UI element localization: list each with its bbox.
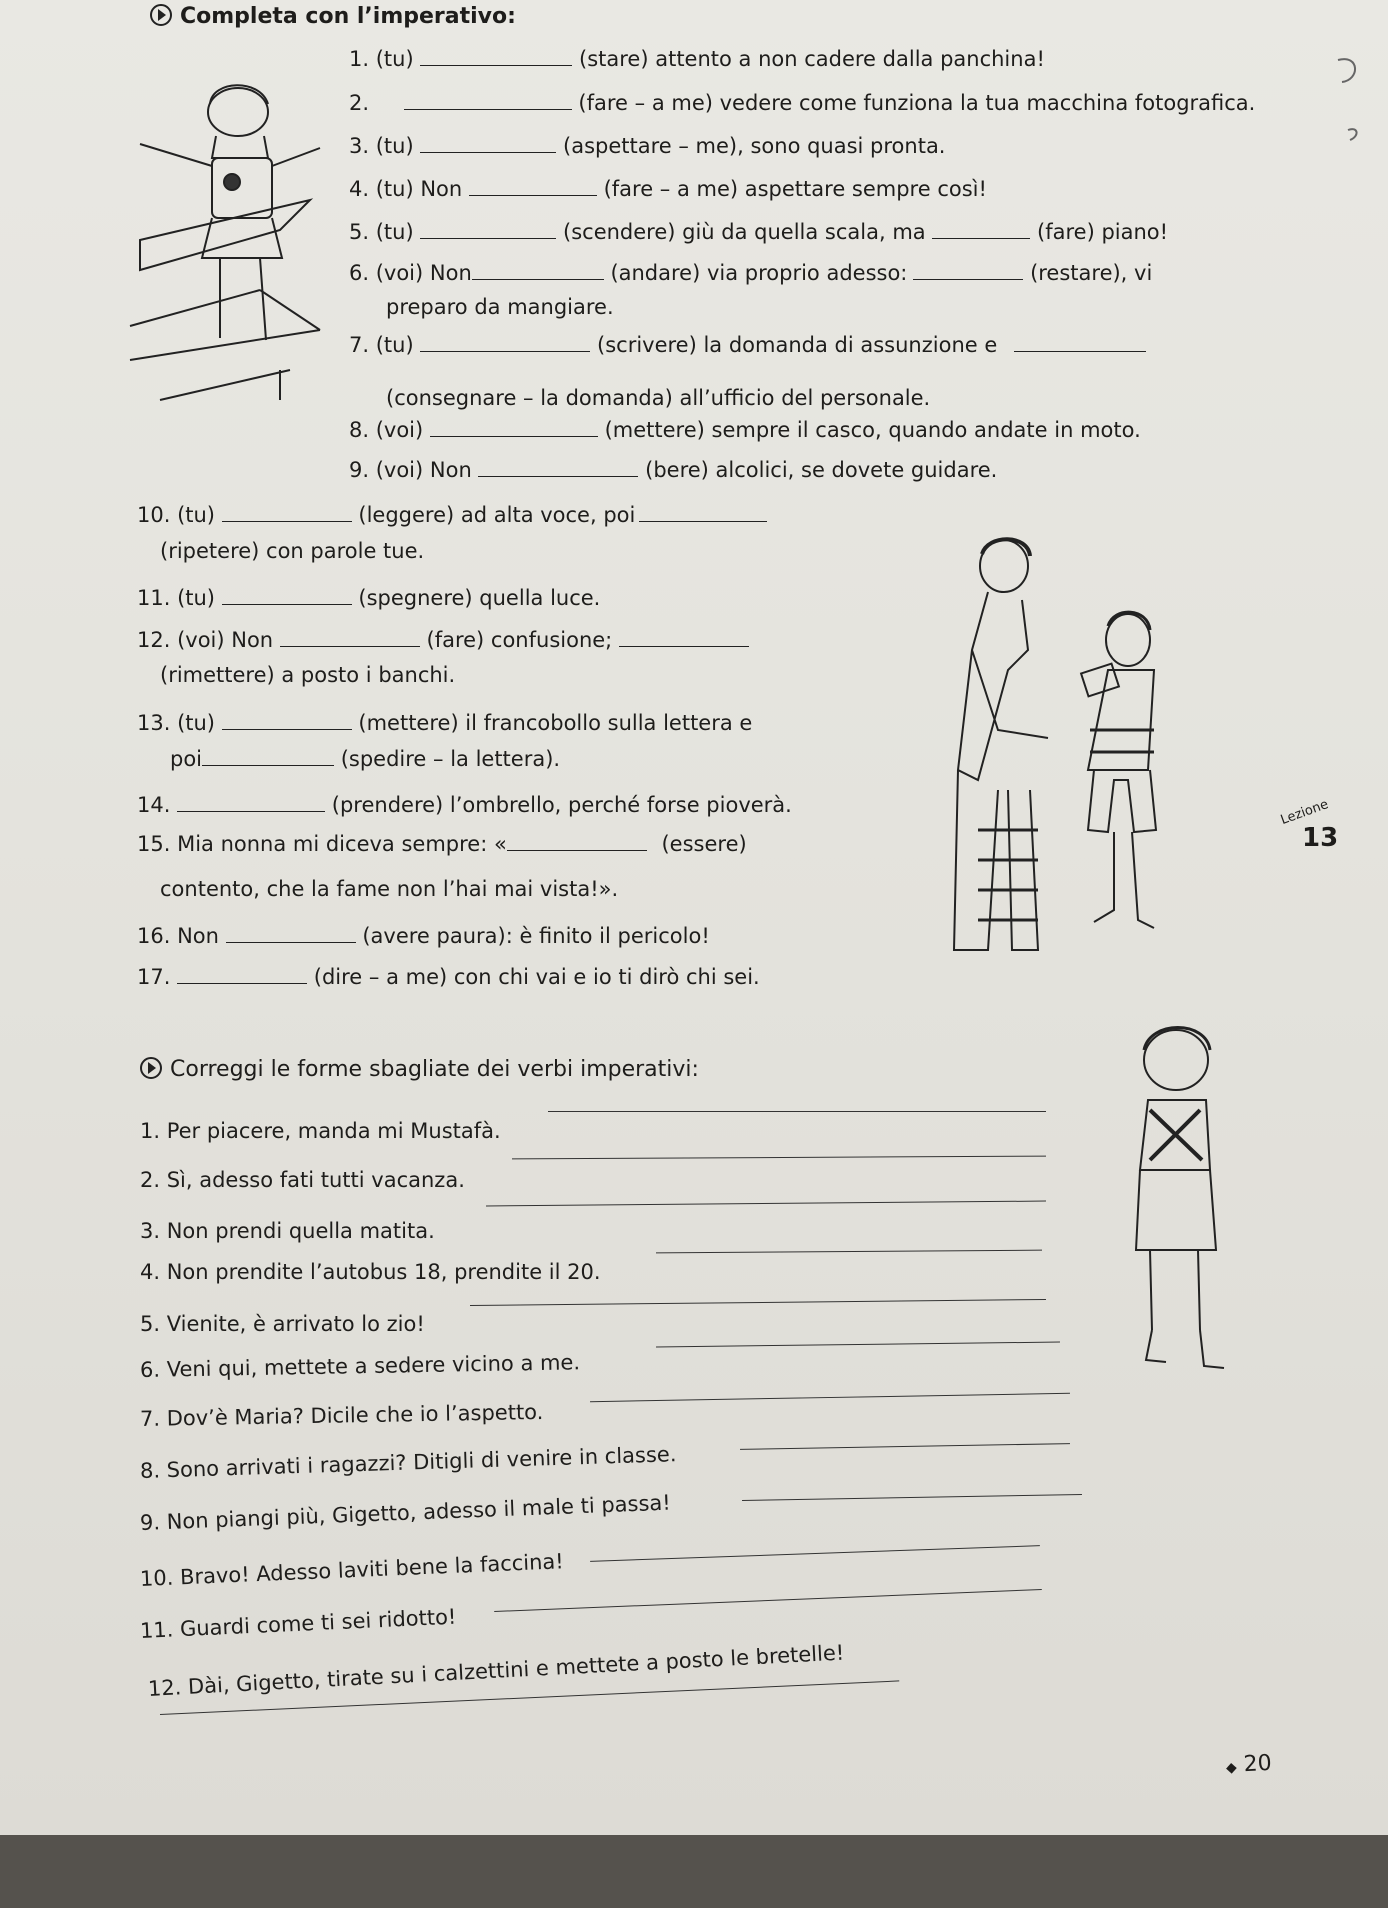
page-number: ◆ 20 [1225,1750,1273,1778]
answer-blank[interactable] [932,220,1030,239]
answer-blank[interactable] [222,503,352,522]
exercise-heading-correct: Correggi le forme sbagliate dei verbi imperativi: [140,1057,699,1083]
answer-line[interactable] [486,1201,1046,1207]
ex1-item-17: 17. (dire – a me) con chi vai e io ti dirò chi sei. [137,965,760,989]
answer-blank[interactable] [177,793,325,812]
lesson-tab-label: Lezione [1278,796,1331,829]
answer-blank[interactable] [420,333,590,352]
answer-blank[interactable] [619,628,749,647]
ex2-item-6: 6. Veni qui, mettete a sedere vicino a me. [139,1350,581,1382]
ex2-item-5: 5. Vienite, è arrivato lo zio! [140,1312,425,1336]
ex2-item-2: 2. Sì, adesso fati tutti vacanza. [140,1168,465,1192]
ex2-item-7: 7. Dov’è Maria? Dicile che io l’aspetto. [139,1399,544,1431]
girl-on-bench-illustration [120,70,350,410]
background-surface [0,1835,1388,1908]
ex2-item-1: 1. Per piacere, manda mi Mustafà. [140,1119,501,1143]
boy-with-suspenders-illustration [1110,1010,1240,1390]
ex1-item-4: 4. (tu) Non (fare – a me) aspettare sempre così! [349,177,987,201]
play-arrow-icon [140,1057,162,1079]
ex1-item-7: 7. (tu) (scrivere) la domanda di assunzione e [349,332,1146,358]
answer-blank[interactable] [469,177,597,196]
answer-blank[interactable] [202,747,334,766]
ex1-item-14: 14. (prendere) l’ombrello, perché forse pioverà. [137,793,792,817]
lesson-tab-number: 13 [1302,823,1339,853]
answer-blank[interactable] [639,503,767,522]
ex1-item-13-cont: poi (spedire – la lettera). [170,747,561,771]
ex1-item-10: 10. (tu) (leggere) ad alta voce, poi [137,502,767,528]
answer-line[interactable] [590,1545,1040,1562]
ex1-item-6-cont: preparo da mangiare. [386,295,614,319]
ex1-item-15: 15. Mia nonna mi diceva sempre: « (essere) [137,832,747,856]
ex1-item-2: 2. (fare – a me) vedere come funziona la tua macchina fotografica. [349,91,1256,115]
answer-blank[interactable] [177,965,307,984]
answer-line[interactable] [740,1443,1070,1450]
ex1-item-1: 1. (tu) (stare) attento a non cadere dalla panchina! [349,47,1045,71]
ex1-item-7-cont: (consegnare – la domanda) all’ufficio del personale. [386,386,931,410]
answer-line[interactable] [548,1111,1046,1112]
answer-blank[interactable] [478,458,638,477]
ex2-item-8: 8. Sono arrivati i ragazzi? Ditigli di venire in classe. [139,1442,677,1483]
answer-blank[interactable] [507,832,647,851]
ex1-item-16: 16. Non (avere paura): è finito il pericolo! [137,924,710,948]
answer-blank[interactable] [430,418,598,437]
answer-blank[interactable] [222,586,352,605]
answer-line[interactable] [742,1494,1082,1501]
margin-scribble-icon [1330,50,1370,150]
answer-line[interactable] [656,1342,1060,1348]
ex2-item-9: 9. Non piangi più, Gigetto, adesso il male ti passa! [139,1490,672,1535]
ex1-item-15-cont: contento, che la fame non l’hai mai vista!». [160,877,619,901]
answer-blank[interactable] [222,711,352,730]
ex1-item-9: 9. (voi) Non (bere) alcolici, se dovete guidare. [349,458,998,482]
ex1-item-12-cont: (rimettere) a posto i banchi. [160,663,456,687]
answer-blank[interactable] [1014,333,1146,352]
exercise-heading-imperative: Completa con l’imperativo: [150,4,516,30]
answer-blank[interactable] [226,924,356,943]
ex1-item-10-cont: (ripetere) con parole tue. [160,539,425,563]
ex1-item-13: 13. (tu) (mettere) il francobollo sulla lettera e [137,711,753,735]
play-arrow-icon [150,4,172,26]
answer-line[interactable] [590,1393,1070,1402]
ex1-item-11: 11. (tu) (spegnere) quella luce. [137,586,601,610]
answer-blank[interactable] [472,261,604,280]
ex1-item-5: 5. (tu) (scendere) giù da quella scala, ma (fare) piano! [349,220,1169,244]
answer-blank[interactable] [420,220,556,239]
ex2-item-11: 11. Guardi come ti sei ridotto! [139,1604,457,1643]
ex1-item-3: 3. (tu) (aspettare – me), sono quasi pronta. [349,134,946,158]
ex2-item-12: 12. Dài, Gigetto, tirate su i calzettini e mettete a posto le bretelle! [147,1640,845,1701]
answer-blank[interactable] [280,628,420,647]
answer-line[interactable] [494,1589,1042,1612]
man-and-boy-illustration [918,530,1188,960]
answer-line[interactable] [656,1250,1042,1254]
ex1-item-12: 12. (voi) Non (fare) confusione; [137,627,749,653]
ex2-item-4: 4. Non prendite l’autobus 18, prendite il 20. [140,1260,601,1284]
answer-blank[interactable] [420,47,572,66]
ex1-item-6: 6. (voi) Non (andare) via proprio adesso: (restare), vi [349,261,1153,285]
ex2-item-3: 3. Non prendi quella matita. [140,1219,435,1243]
answer-line[interactable] [470,1299,1046,1306]
ex1-item-8: 8. (voi) (mettere) sempre il casco, quando andate in moto. [349,418,1141,442]
answer-blank[interactable] [420,134,556,153]
answer-blank[interactable] [404,91,572,110]
answer-line[interactable] [512,1156,1046,1160]
answer-blank[interactable] [913,261,1023,280]
ex2-item-10: 10. Bravo! Adesso laviti bene la faccina! [139,1549,565,1591]
